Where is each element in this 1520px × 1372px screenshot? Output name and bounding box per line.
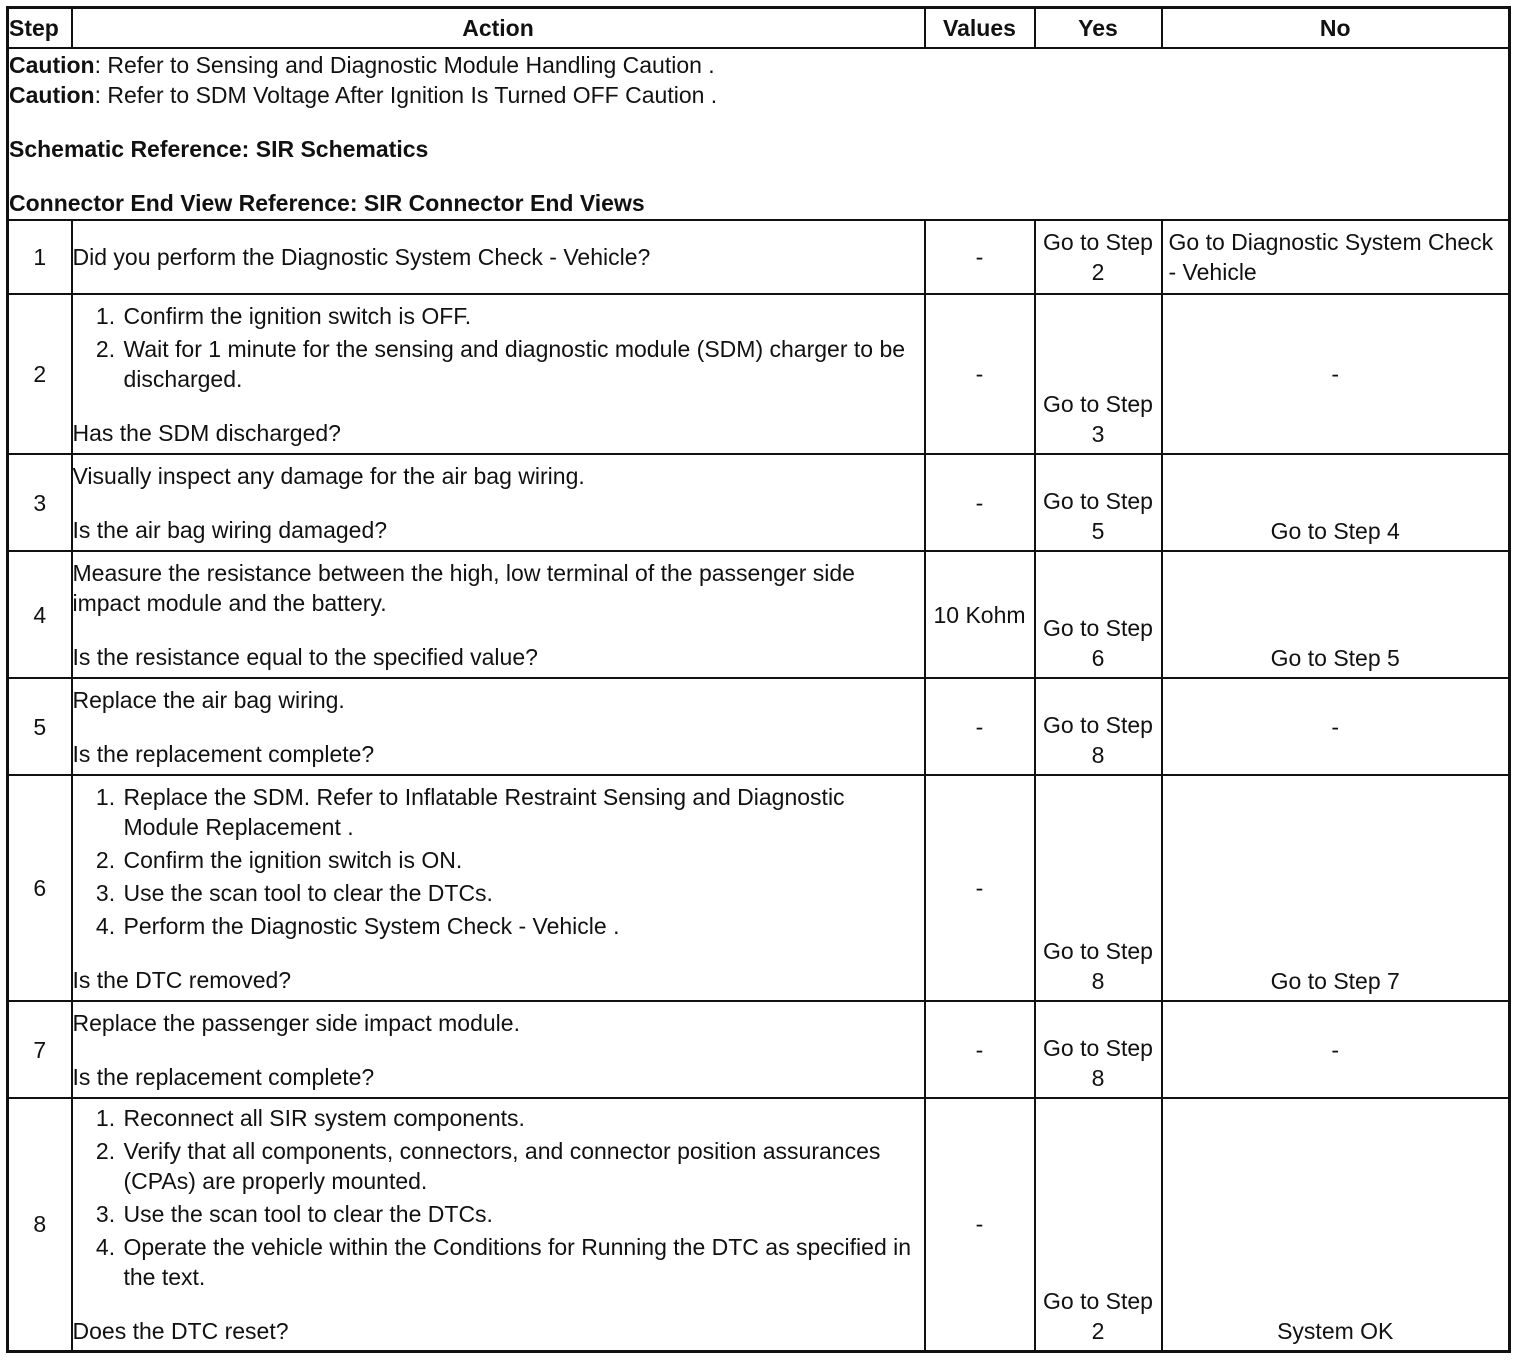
action-list — [73, 301, 924, 394]
caution-line — [9, 50, 1508, 80]
action-cell — [72, 1098, 925, 1351]
table-row — [8, 775, 1510, 1001]
no-cell: - — [1162, 678, 1510, 775]
list-item: 3. Use the scan tool to clear the DTCs. — [122, 878, 924, 908]
yes-cell: Go to Step 3 — [1035, 294, 1162, 454]
action-cell — [72, 1001, 925, 1098]
step-number: 2 — [8, 294, 72, 454]
value-cell: - — [925, 454, 1035, 551]
yes-cell: Go to Step 6 — [1035, 551, 1162, 678]
list-item: 4. Operate the vehicle within the Conditions for Running the DTC as specified in the text. — [122, 1232, 924, 1292]
no-cell: Go to Step 4 — [1162, 454, 1510, 551]
action-cell — [72, 454, 925, 551]
caution-line — [9, 80, 1508, 110]
list-item: 2. Verify that all components, connectors, and connector position assurances (CPAs) are properly mounted. — [122, 1136, 924, 1196]
action-text: Visually inspect any damage for the air bag wiring. — [72, 462, 585, 489]
no-cell: - — [1162, 294, 1510, 454]
step-number: 4 — [8, 551, 72, 678]
connector-end-view-reference: Connector End View Reference: SIR Connector End Views — [9, 190, 645, 216]
list-item: 1. Reconnect all SIR system components. — [122, 1103, 924, 1133]
action-cell — [72, 551, 925, 678]
action-text: Measure the resistance between the high, low terminal of the passenger side impact module and the battery. — [72, 559, 855, 616]
step-number: 3 — [8, 454, 72, 551]
no-cell: Go to Diagnostic System Check - Vehicle — [1162, 220, 1510, 294]
step-number: 8 — [8, 1098, 72, 1351]
action-question: Has the SDM discharged? — [72, 419, 341, 446]
yes-cell: Go to Step 2 — [1035, 1098, 1162, 1351]
step-number: 5 — [8, 678, 72, 775]
table-row — [8, 551, 1510, 678]
yes-cell: Go to Step 8 — [1035, 678, 1162, 775]
no-cell: Go to Step 5 — [1162, 551, 1510, 678]
no-cell: - — [1162, 1001, 1510, 1098]
list-item: 4. Perform the Diagnostic System Check - Vehicle . — [122, 911, 924, 941]
header-no: No — [1162, 8, 1510, 49]
action-list — [73, 782, 924, 941]
no-cell: Go to Step 7 — [1162, 775, 1510, 1001]
diagnostic-table — [6, 6, 1511, 1353]
action-cell — [72, 294, 925, 454]
header-values: Values — [925, 8, 1035, 49]
action-cell — [72, 678, 925, 775]
value-cell: - — [925, 775, 1035, 1001]
caution-label: Caution — [9, 82, 95, 108]
action-question: Is the resistance equal to the specified value? — [72, 643, 538, 670]
action-text: Replace the air bag wiring. — [72, 686, 345, 713]
value-cell: - — [925, 1001, 1035, 1098]
value-cell: - — [925, 678, 1035, 775]
caution-label: Caution — [9, 52, 95, 78]
table-row — [8, 454, 1510, 551]
caution-text: : Refer to Sensing and Diagnostic Module Handling Caution . — [94, 52, 715, 78]
value-cell: - — [925, 294, 1035, 454]
yes-cell: Go to Step 8 — [1035, 1001, 1162, 1098]
header-row — [8, 8, 1510, 49]
value-cell: - — [925, 220, 1035, 294]
action-question: Is the air bag wiring damaged? — [72, 516, 388, 543]
table-row — [8, 1098, 1510, 1351]
action-cell — [72, 220, 925, 294]
table-row — [8, 678, 1510, 775]
caution-text: : Refer to SDM Voltage After Ignition Is Turned OFF Caution . — [94, 82, 718, 108]
list-item: 1. Replace the SDM. Refer to Inflatable Restraint Sensing and Diagnostic Module Replacement . — [122, 782, 924, 842]
value-cell: - — [925, 1098, 1035, 1351]
action-text: Did you perform the Diagnostic System Check - Vehicle? — [72, 244, 651, 270]
header-action: Action — [72, 8, 925, 49]
action-question: Does the DTC reset? — [72, 1317, 289, 1344]
action-list — [73, 1103, 924, 1292]
list-item: 3. Use the scan tool to clear the DTCs. — [122, 1199, 924, 1229]
action-question: Is the replacement complete? — [72, 1063, 375, 1090]
value-cell: 10 Kohm — [925, 551, 1035, 678]
info-cell — [8, 48, 1510, 220]
action-cell — [72, 775, 925, 1001]
action-question: Is the replacement complete? — [72, 740, 375, 767]
schematic-reference: Schematic Reference: SIR Schematics — [9, 136, 429, 162]
table-row — [8, 220, 1510, 294]
list-item: 2. Confirm the ignition switch is ON. — [122, 845, 924, 875]
list-item: 1. Confirm the ignition switch is OFF. — [122, 301, 924, 331]
step-number: 6 — [8, 775, 72, 1001]
action-text: Replace the passenger side impact module. — [72, 1009, 520, 1036]
yes-cell: Go to Step 5 — [1035, 454, 1162, 551]
table-row — [8, 294, 1510, 454]
step-number: 7 — [8, 1001, 72, 1098]
header-step: Step — [8, 8, 72, 49]
yes-cell: Go to Step 8 — [1035, 775, 1162, 1001]
table-row — [8, 1001, 1510, 1098]
action-question: Is the DTC removed? — [72, 966, 292, 993]
step-number: 1 — [8, 220, 72, 294]
info-row — [8, 48, 1510, 220]
yes-cell: Go to Step 2 — [1035, 220, 1162, 294]
list-item: 2. Wait for 1 minute for the sensing and diagnostic module (SDM) charger to be discharged. — [122, 334, 924, 394]
no-cell: System OK — [1162, 1098, 1510, 1351]
header-yes: Yes — [1035, 8, 1162, 49]
